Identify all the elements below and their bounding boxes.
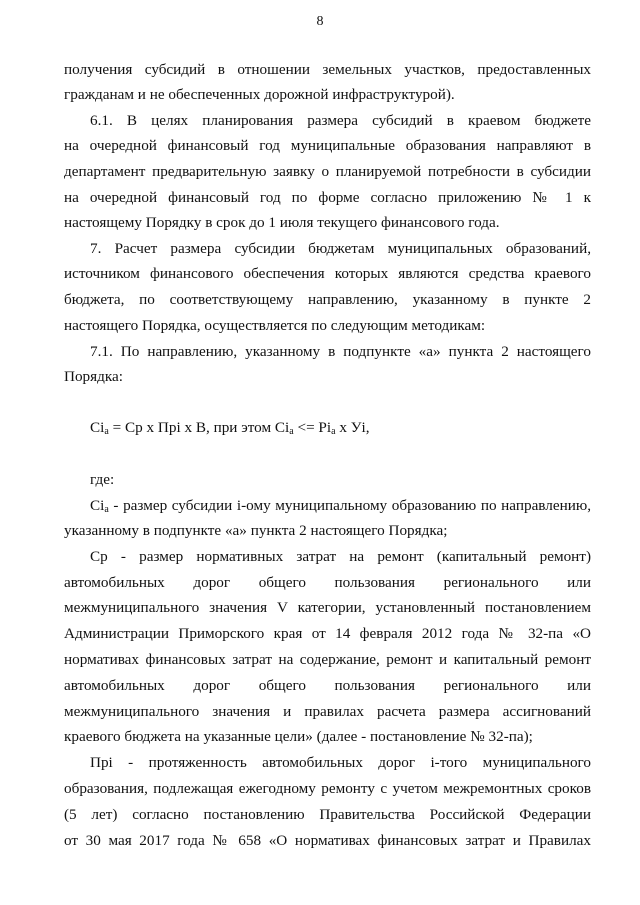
text-line: нормативах финансовых затрат на содержание, ремонт и капитальный ремонт [64, 651, 591, 668]
text-line: настоящему Порядку в срок до 1 июля текущего финансового года. [64, 214, 500, 231]
formula-part: <= Pi [293, 419, 332, 436]
formula-part: Ci [90, 419, 105, 436]
text-line [90, 496, 591, 520]
text-line: Порядка: [64, 368, 123, 385]
text-line: на очередной финансовый год по форме согласно приложению № 1 к [64, 189, 591, 206]
text-line: Администрации Приморского края от 14 февраля 2012 года № 32-па «О [64, 625, 591, 642]
text-line: на очередной финансовый год муниципальные образования направляют в [64, 137, 591, 154]
text-line: межмуниципального значения V категории, установленный постановлением [64, 599, 591, 616]
text-line: получения субсидий в отношении земельных участков, предоставленных [64, 61, 591, 78]
text-line: 7. Расчет размера субсидии бюджетам муниципальных образований, [90, 240, 591, 257]
text-line: настоящего Порядка, осуществляется по следующим методикам: [64, 317, 486, 334]
text-line: автомобильных дорог общего пользования регионального или [64, 677, 591, 694]
where-label: где: [90, 471, 115, 488]
text-line: межмуниципального значения и правилах расчета размера ассигнований [64, 703, 591, 720]
symbol-subscript: a [104, 504, 109, 515]
text-line: гражданам и не обеспеченных дорожной инфраструктурой). [64, 86, 455, 103]
text-line: указанному в подпункте «а» пункта 2 настоящего Порядка; [64, 522, 448, 539]
formula-subscript: a [104, 426, 109, 437]
formula-subscript: a [289, 426, 294, 437]
text-line: департамент предварительную заявку о планируемой потребности в субсидии [64, 163, 591, 180]
text-line: от 30 мая 2017 года № 658 «О нормативах финансовых затрат и Правилах [64, 832, 591, 849]
text-line: источником финансового обеспечения которых являются средства краевого [64, 265, 591, 282]
text-line: Прi - протяженность автомобильных дорог i-того муниципального [90, 754, 591, 771]
symbol: Ci [90, 497, 105, 514]
text-part: - размер субсидии i-ому муниципальному образованию по направлению, [108, 497, 591, 514]
text-line: Ср - размер нормативных затрат на ремонт (капитальный ремонт) [90, 548, 591, 565]
formula-subscript: a [331, 426, 336, 437]
page-number: 8 [316, 14, 324, 29]
text-line: 6.1. В целях планирования размера субсидий в краевом бюджете [90, 112, 591, 129]
text-line: образования, подлежащая ежегодному ремонту с учетом межремонтных сроков [64, 780, 591, 797]
text-line: 7.1. По направлению, указанному в подпункте «а» пункта 2 настоящего [90, 343, 591, 360]
text-line: автомобильных дорог общего пользования регионального или [64, 574, 591, 591]
formula-part: х Уi, [335, 419, 370, 436]
text-line: краевого бюджета на указанные цели» (далее - постановление № 32-па); [64, 728, 533, 745]
formula-part: = Ср х Прi х В, при этом Ci [108, 419, 290, 436]
text-line: (5 лет) согласно постановлению Правительства Российской Федерации [64, 806, 591, 823]
formula [90, 418, 617, 442]
text-line: бюджета, по соответствующему направлению, указанному в пункте 2 [64, 291, 591, 308]
